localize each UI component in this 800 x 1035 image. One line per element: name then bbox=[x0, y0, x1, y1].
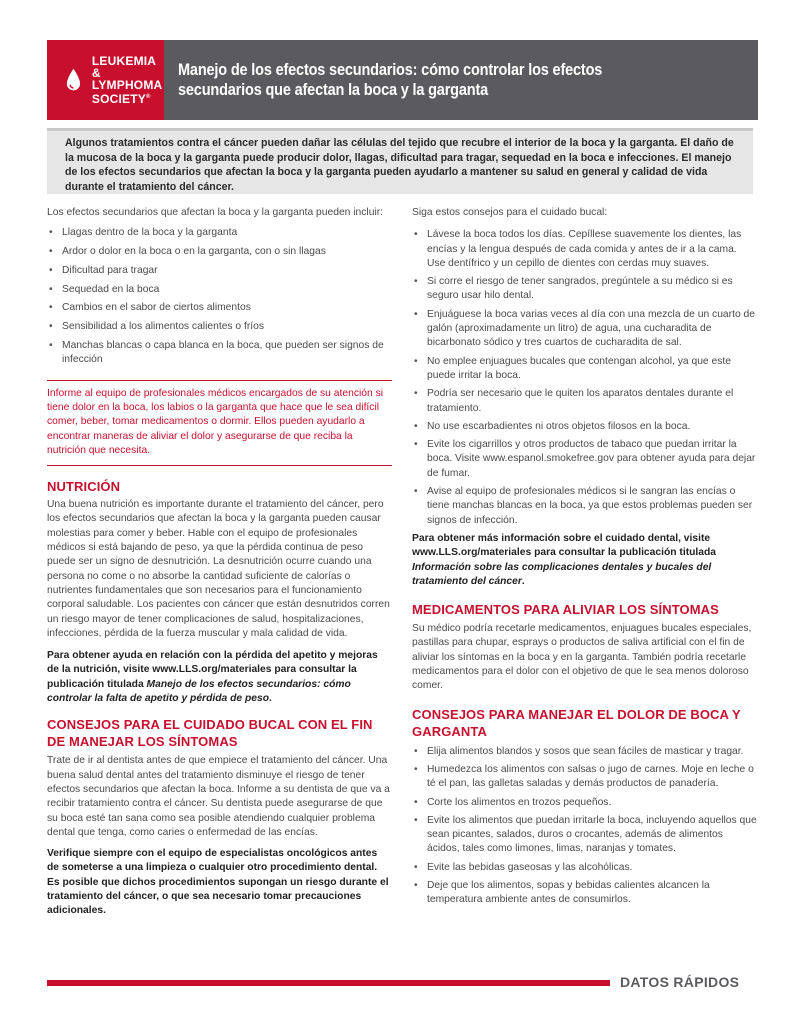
dental-heading: CONSEJOS PARA EL CUIDADO BUCAL CON EL FIN DE MANEJAR LOS SÍNTOMAS bbox=[47, 717, 373, 750]
list-item: • Lávese la boca todos los días. Cepíllese suavemente los dientes, las encías y la lengua después de cada comida y antes de ir a la cama. Use dentífrico y un cepillo de dientes con cerdas muy suaves. bbox=[412, 228, 757, 271]
page-title: Manejo de los efectos secundarios: cómo controlar los efectos secundarios que afectan la boca y la garganta bbox=[177, 61, 602, 99]
registered-mark: ® bbox=[145, 94, 151, 100]
list-item: • Podría ser necesario que le quiten los aparatos dentales durante el tratamiento. bbox=[412, 387, 757, 416]
list-item: • Enjuáguese la boca varias veces al día con una mezcla de un cuarto de galón (aproximadamente un litro) de agua, una cucharadita de bicarbonato sódico y tres cuartos de cucharadita de sal. bbox=[412, 308, 757, 351]
dental-warning: Verifique siempre con el equipo de especialistas oncológicos antes de someterse a una limpieza o cualquier otro procedimiento dental. Es posible que dichos procedimientos supongan un riesgo durante el tratamiento del cáncer, o que sea necesario tomar precauciones adicionales. bbox=[47, 848, 389, 917]
notice-box bbox=[47, 380, 392, 466]
meds-heading: MEDICAMENTOS PARA ALIVIAR LOS SÍNTOMAS bbox=[412, 602, 719, 618]
page-header bbox=[47, 40, 753, 120]
list-item: • Deje que los alimentos, sopas y bebidas calientes alcancen la temperatura ambiente antes de consumirlos. bbox=[412, 879, 757, 908]
footer-label: DATOS RÁPIDOS bbox=[620, 974, 740, 990]
list-item: • Ardor o dolor en la boca o en la garganta, con o sin llagas bbox=[47, 245, 392, 259]
list-item: • Corte los alimentos en trozos pequeños. bbox=[412, 796, 757, 810]
list-item: • Sensibilidad a los alimentos calientes o fríos bbox=[47, 320, 392, 334]
list-item: • Evite los cigarrillos y otros productos de tabaco que puedan irritar la boca. Visite www.espanol.smokefree.gov para obtener ayuda para dejar de fumar. bbox=[412, 438, 757, 481]
nutrition-ref-text: Para obtener ayuda en relación con la pérdida del apetito y mejoras de la nutrición, visite www.LLS.org/materiales para consultar la publicación titulada bbox=[47, 650, 378, 690]
blood-drop-icon bbox=[65, 67, 82, 93]
effects-intro: Los efectos secundarios que afectan la boca y la garganta pueden incluir: bbox=[47, 207, 384, 218]
dental-ref-end: . bbox=[521, 575, 525, 587]
intro-text: Algunos tratamientos contra el cáncer pueden dañar las células del tejido que recubre el interior de la boca y la garganta. El daño de la mucosa de la boca y la garganta puede producir dolor, llagas, dificultad para tragar, sequedad en la boca e infecciones. El manejo de los efectos secundarios que afectan la boca y la garganta pueden ayudarlo a mantener su salud en general y calidad de vida durante el tratamiento del cáncer. bbox=[65, 137, 734, 193]
pain-heading: CONSEJOS PARA MANEJAR EL DOLOR DE BOCA Y GARGANTA bbox=[412, 706, 741, 739]
list-item: • Evite los alimentos que puedan irritarle la boca, incluyendo aquellos que sean picantes, salados, duros o crocantes, además de alimentos ácidos, tales como limones, limas, naranjas y tomates. bbox=[412, 814, 757, 857]
nutrition-ref-title: Manejo de los efectos secundarios: cómo controlar la falta de apetito y pérdida de peso bbox=[47, 678, 351, 705]
effects-list bbox=[47, 226, 392, 367]
list-item: • Avise al equipo de profesionales médicos si le sangran las encías o tiene manchas blancas en la boca, ya que estos problemas pueden ser signos de infección. bbox=[412, 485, 757, 528]
dental-ref-title: Información sobre las complicaciones dentales y bucales del tratamiento del cáncer bbox=[412, 561, 712, 587]
dental-ref-text: Para obtener más información sobre el cuidado dental, visite www.LLS.org/materiales para consultar la publicación titulada bbox=[412, 532, 717, 559]
logo-line-3: SOCIETY bbox=[91, 92, 146, 106]
dental-reference bbox=[412, 532, 757, 589]
pain-tips-list bbox=[412, 745, 757, 908]
list-item: • Llagas dentro de la boca y la garganta bbox=[47, 226, 392, 240]
notice-text: Informe al equipo de profesionales médicos encargados de su atención si tiene dolor en la boca, los labios o la garganta que hace que le sea difícil comer, beber, tomar medicamentos o dormir. Ellos pueden ayudarlo a encontrar maneras de aliviar el dolor y asegurarse de que reciba la nutrición que necesita. bbox=[47, 387, 384, 456]
dental-body: Trate de ir al dentista antes de que empiece el tratamiento del cáncer. Una buena salud dental antes del tratamiento disminuye el riesgo de tener efectos secundarios que afectan la boca. Informe a su dentista de que va a recibir tratamiento contra el cáncer. Su dentista puede asegurarse de que su boca esté tan sana como sea posible atendiendo cualquier problema dental que tenga, como caries o enfermedad de las encías. bbox=[47, 755, 390, 838]
logo-line-2: LYMPHOMA bbox=[91, 78, 163, 92]
oral-intro: Siga estos consejos para el cuidado bucal: bbox=[412, 207, 608, 218]
list-item: • No use escarbadientes ni otros objetos filosos en la boca. bbox=[412, 420, 757, 434]
list-item: • Si corre el riesgo de tener sangrados, pregúntele a su médico si es seguro usar hilo dental. bbox=[412, 275, 757, 304]
list-item: • No emplee enjuagues bucales que contengan alcohol, ya que este puede irritar la boca. bbox=[412, 355, 757, 384]
list-item: • Humedezca los alimentos con salsas o jugo de carnes. Moje en leche o té el pan, las galletas saladas y demás productos de panadería. bbox=[412, 763, 757, 792]
meds-body: Su médico podría recetarle medicamentos, enjuagues bucales especiales, pastillas para chupar, esprays o productos de saliva artificial con el fin de aliviar los síntomas en la boca y en la garganta. También podría recetarle medicamentos para el dolor con el objetivo de que le sea menos doloroso comer. bbox=[412, 623, 752, 692]
list-item: • Manchas blancas o capa blanca en la boca, que pueden ser signos de infección bbox=[47, 339, 392, 368]
lls-logo bbox=[47, 40, 164, 120]
logo-line-1: LEUKEMIA & bbox=[91, 54, 156, 80]
list-item: • Evite las bebidas gaseosas y las alcohólicas. bbox=[412, 861, 757, 875]
title-bar bbox=[164, 40, 758, 120]
intro-box bbox=[47, 128, 753, 194]
footer-bar bbox=[47, 980, 610, 986]
oral-tips-list bbox=[412, 228, 757, 528]
left-column bbox=[47, 206, 392, 919]
right-column bbox=[412, 206, 757, 912]
list-item: • Sequedad en la boca bbox=[47, 283, 392, 297]
nutrition-heading: NUTRICIÓN bbox=[47, 479, 121, 495]
logo-wordmark bbox=[92, 55, 164, 105]
list-item: • Cambios en el sabor de ciertos alimentos bbox=[47, 301, 392, 315]
nutrition-reference bbox=[47, 649, 392, 706]
list-item: • Dificultad para tragar bbox=[47, 264, 392, 278]
nutrition-body: Una buena nutrición es importante durante el tratamiento del cáncer, pero los efectos secundarios que afectan la boca y la garganta pueden causar molestias para comer y beber. Hable con el equipo de profesionales médicos si está bajando de peso, ya que la pérdida continua de peso puede ser un signo de desnutrición. La desnutrición ocurre cuando una persona no come o no absorbe la cantidad suficiente de calorías o nutrientes fundamentales que son necesarios para el funcionamiento corporal saludable. Los pacientes con cáncer que están desnutridos corren un riesgo mayor de tener complicaciones de salud, hospitalizaciones, infecciones, pérdida de la fuerza muscular y mala calidad de vida. bbox=[47, 499, 390, 639]
nutrition-ref-end: . bbox=[269, 693, 272, 705]
list-item: • Elija alimentos blandos y sosos que sean fáciles de masticar y tragar. bbox=[412, 745, 757, 759]
